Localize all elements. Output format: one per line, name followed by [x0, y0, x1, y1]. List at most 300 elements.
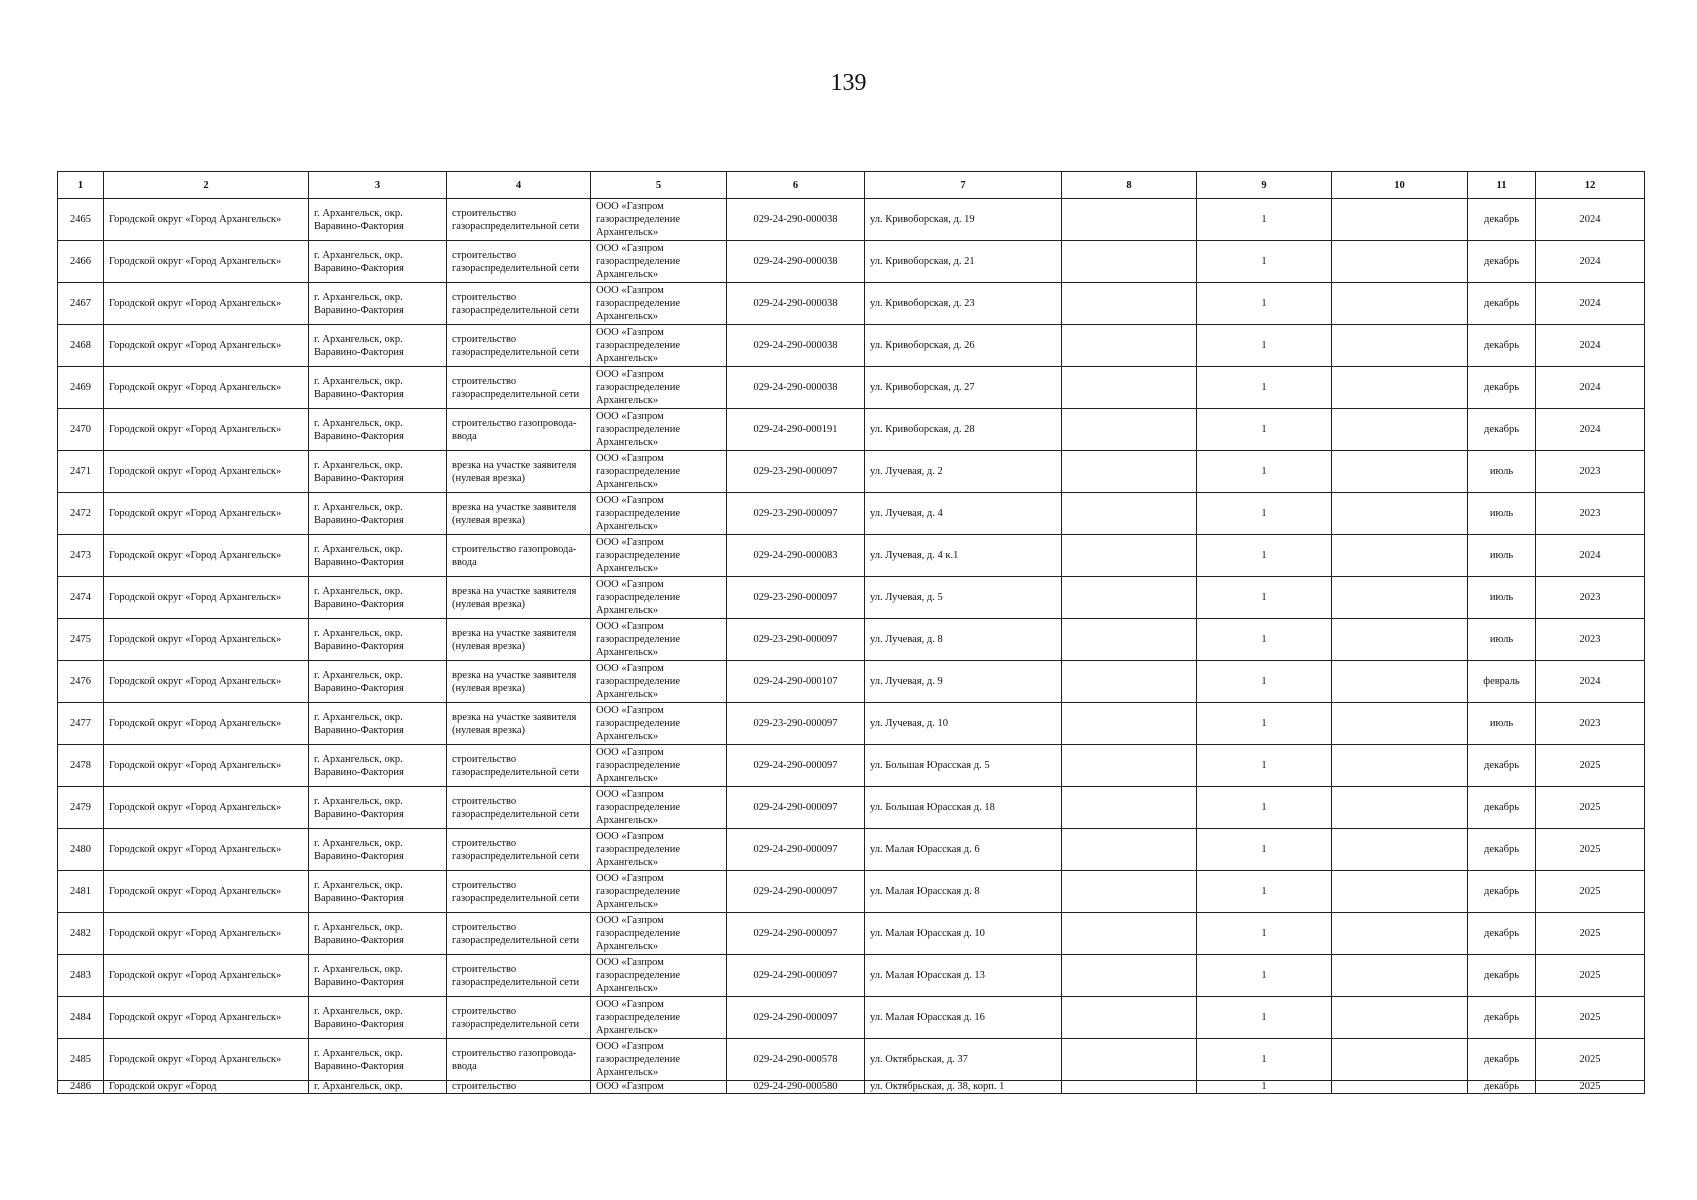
work-type-cell: строительство газораспределительной сети	[447, 955, 591, 997]
column-8-cell	[1062, 283, 1197, 325]
table-row	[58, 451, 1645, 493]
year-cell: 2025	[1536, 745, 1645, 787]
locality-cell: г. Архангельск, окр. Варавино-Фактория	[309, 871, 447, 913]
code-cell: 029-23-290-000097	[727, 451, 865, 493]
month-cell: декабрь	[1468, 871, 1536, 913]
address-cell: ул. Лучевая, д. 2	[865, 451, 1062, 493]
column-10-cell	[1332, 1039, 1468, 1081]
column-10-cell	[1332, 409, 1468, 451]
row-number-cell: 2469	[58, 367, 104, 409]
year-cell: 2023	[1536, 493, 1645, 535]
column-10-cell	[1332, 871, 1468, 913]
column-10-cell	[1332, 451, 1468, 493]
row-number-cell: 2467	[58, 283, 104, 325]
year-cell: 2025	[1536, 787, 1645, 829]
address-cell: ул. Большая Юрасская д. 18	[865, 787, 1062, 829]
work-type-cell: врезка на участке заявителя (нулевая врезка)	[447, 661, 591, 703]
count-cell: 1	[1197, 493, 1332, 535]
organization-cell-text: ООО «Газпром	[596, 1081, 664, 1092]
month-cell: февраль	[1468, 661, 1536, 703]
row-number-cell: 2483	[58, 955, 104, 997]
column-header: 8	[1062, 172, 1197, 199]
count-cell: 1	[1197, 955, 1332, 997]
district-cell: Городской округ «Город Архангельск»	[104, 451, 309, 493]
count-cell: 1	[1197, 367, 1332, 409]
month-cell	[1468, 1081, 1536, 1094]
locality-cell: г. Архангельск, окр. Варавино-Фактория	[309, 745, 447, 787]
address-cell: ул. Кривоборская, д. 23	[865, 283, 1062, 325]
work-type-cell: строительство газораспределительной сети	[447, 283, 591, 325]
year-cell: 2023	[1536, 451, 1645, 493]
year-cell: 2024	[1536, 367, 1645, 409]
district-cell: Городской округ «Город Архангельск»	[104, 703, 309, 745]
district-cell	[104, 1081, 309, 1094]
count-cell: 1	[1197, 535, 1332, 577]
locality-cell: г. Архангельск, окр. Варавино-Фактория	[309, 199, 447, 241]
row-number-cell: 2485	[58, 1039, 104, 1081]
month-cell: декабрь	[1468, 409, 1536, 451]
locality-cell: г. Архангельск, окр. Варавино-Фактория	[309, 241, 447, 283]
month-cell: июль	[1468, 451, 1536, 493]
count-cell: 1	[1197, 199, 1332, 241]
district-cell: Городской округ «Город Архангельск»	[104, 199, 309, 241]
column-8-cell	[1062, 241, 1197, 283]
column-10-cell	[1332, 241, 1468, 283]
row-number-cell: 2470	[58, 409, 104, 451]
year-cell: 2025	[1536, 913, 1645, 955]
year-cell: 2024	[1536, 241, 1645, 283]
organization-cell: ООО «Газпром газораспределение Архангельск»	[591, 703, 727, 745]
column-8-cell	[1062, 577, 1197, 619]
table-row	[58, 787, 1645, 829]
column-8-cell	[1062, 535, 1197, 577]
month-cell: декабрь	[1468, 283, 1536, 325]
column-8-cell	[1062, 367, 1197, 409]
work-type-cell: строительство газораспределительной сети	[447, 913, 591, 955]
code-cell: 029-23-290-000097	[727, 619, 865, 661]
locality-cell: г. Архангельск, окр. Варавино-Фактория	[309, 955, 447, 997]
count-cell: 1	[1197, 703, 1332, 745]
count-cell-text: 1	[1261, 1081, 1267, 1092]
district-cell: Городской округ «Город Архангельск»	[104, 283, 309, 325]
count-cell: 1	[1197, 997, 1332, 1039]
year-cell: 2023	[1536, 619, 1645, 661]
organization-cell: ООО «Газпром газораспределение Архангельск»	[591, 745, 727, 787]
row-number-cell: 2474	[58, 577, 104, 619]
table-row	[58, 493, 1645, 535]
code-cell: 029-24-290-000097	[727, 829, 865, 871]
month-cell: декабрь	[1468, 745, 1536, 787]
column-10-cell	[1332, 745, 1468, 787]
address-cell: ул. Кривоборская, д. 19	[865, 199, 1062, 241]
address-cell: ул. Кривоборская, д. 27	[865, 367, 1062, 409]
organization-cell: ООО «Газпром газораспределение Архангельск»	[591, 787, 727, 829]
table-row	[58, 367, 1645, 409]
column-10-cell	[1332, 829, 1468, 871]
organization-cell: ООО «Газпром газораспределение Архангельск»	[591, 409, 727, 451]
address-cell: ул. Кривоборская, д. 28	[865, 409, 1062, 451]
page-number: 139	[830, 70, 867, 96]
address-cell: ул. Малая Юрасская д. 8	[865, 871, 1062, 913]
locality-cell: г. Архангельск, окр. Варавино-Фактория	[309, 829, 447, 871]
code-cell: 029-23-290-000097	[727, 577, 865, 619]
code-cell	[727, 1081, 865, 1094]
column-8-cell	[1062, 451, 1197, 493]
year-cell: 2024	[1536, 325, 1645, 367]
month-cell: июль	[1468, 703, 1536, 745]
locality-cell: г. Архангельск, окр. Варавино-Фактория	[309, 703, 447, 745]
address-cell: ул. Кривоборская, д. 26	[865, 325, 1062, 367]
organization-cell: ООО «Газпром газораспределение Архангельск»	[591, 367, 727, 409]
month-cell: июль	[1468, 535, 1536, 577]
organization-cell: ООО «Газпром газораспределение Архангельск»	[591, 577, 727, 619]
table-row	[58, 703, 1645, 745]
table-row	[58, 577, 1645, 619]
work-type-cell-text: строительство	[452, 1081, 517, 1092]
organization-cell: ООО «Газпром газораспределение Архангельск»	[591, 451, 727, 493]
locality-cell: г. Архангельск, окр. Варавино-Фактория	[309, 661, 447, 703]
table-row	[58, 871, 1645, 913]
district-cell: Городской округ «Город Архангельск»	[104, 787, 309, 829]
row-number-cell: 2471	[58, 451, 104, 493]
column-8-cell	[1062, 619, 1197, 661]
column-header: 10	[1332, 172, 1468, 199]
year-cell: 2023	[1536, 577, 1645, 619]
year-cell: 2024	[1536, 661, 1645, 703]
column-10-cell	[1332, 325, 1468, 367]
row-number-cell: 2482	[58, 913, 104, 955]
address-cell	[865, 1081, 1062, 1094]
year-cell: 2025	[1536, 955, 1645, 997]
address-cell: ул. Малая Юрасская д. 10	[865, 913, 1062, 955]
row-number-cell: 2466	[58, 241, 104, 283]
district-cell: Городской округ «Город Архангельск»	[104, 955, 309, 997]
work-type-cell: строительство газопровода-ввода	[447, 535, 591, 577]
locality-cell: г. Архангельск, окр. Варавино-Фактория	[309, 451, 447, 493]
month-cell: декабрь	[1468, 241, 1536, 283]
column-8-cell-text	[1067, 1081, 1191, 1093]
table-row	[58, 199, 1645, 241]
count-cell	[1197, 1081, 1332, 1094]
work-type-cell: строительство газораспределительной сети	[447, 745, 591, 787]
table-row-partial	[58, 1081, 1645, 1094]
column-header: 5	[591, 172, 727, 199]
gasification-table	[57, 171, 1645, 1094]
row-number-cell: 2476	[58, 661, 104, 703]
row-number-cell: 2484	[58, 997, 104, 1039]
district-cell: Городской округ «Город Архангельск»	[104, 829, 309, 871]
locality-cell	[309, 1081, 447, 1094]
month-cell: июль	[1468, 577, 1536, 619]
organization-cell: ООО «Газпром газораспределение Архангельск»	[591, 283, 727, 325]
work-type-cell: врезка на участке заявителя (нулевая врезка)	[447, 577, 591, 619]
address-cell: ул. Лучевая, д. 8	[865, 619, 1062, 661]
work-type-cell: строительство газопровода-ввода	[447, 1039, 591, 1081]
locality-cell: г. Архангельск, окр. Варавино-Фактория	[309, 493, 447, 535]
column-8-cell	[1062, 787, 1197, 829]
row-number-cell: 2481	[58, 871, 104, 913]
work-type-cell: строительство газопровода-ввода	[447, 409, 591, 451]
organization-cell: ООО «Газпром газораспределение Архангельск»	[591, 829, 727, 871]
count-cell: 1	[1197, 745, 1332, 787]
row-number-cell: 2479	[58, 787, 104, 829]
row-number-cell: 2473	[58, 535, 104, 577]
column-header: 9	[1197, 172, 1332, 199]
code-cell: 029-24-290-000097	[727, 745, 865, 787]
work-type-cell	[447, 1081, 591, 1094]
year-cell: 2025	[1536, 829, 1645, 871]
column-10-cell	[1332, 703, 1468, 745]
address-cell: ул. Октябрьская, д. 37	[865, 1039, 1062, 1081]
month-cell-text: декабрь	[1484, 1081, 1519, 1092]
work-type-cell: строительство газораспределительной сети	[447, 367, 591, 409]
table-row	[58, 829, 1645, 871]
district-cell: Городской округ «Город Архангельск»	[104, 1039, 309, 1081]
locality-cell-text: г. Архангельск, окр.	[314, 1081, 403, 1092]
locality-cell: г. Архангельск, окр. Варавино-Фактория	[309, 619, 447, 661]
column-8-cell	[1062, 1081, 1197, 1094]
organization-cell: ООО «Газпром газораспределение Архангельск»	[591, 325, 727, 367]
organization-cell: ООО «Газпром газораспределение Архангельск»	[591, 241, 727, 283]
year-cell: 2025	[1536, 871, 1645, 913]
organization-cell: ООО «Газпром газораспределение Архангельск»	[591, 913, 727, 955]
district-cell-text: Городской округ «Город	[109, 1081, 217, 1092]
locality-cell: г. Архангельск, окр. Варавино-Фактория	[309, 325, 447, 367]
address-cell: ул. Кривоборская, д. 21	[865, 241, 1062, 283]
address-cell: ул. Лучевая, д. 4	[865, 493, 1062, 535]
organization-cell: ООО «Газпром газораспределение Архангельск»	[591, 997, 727, 1039]
address-cell: ул. Лучевая, д. 4 к.1	[865, 535, 1062, 577]
organization-cell: ООО «Газпром газораспределение Архангельск»	[591, 1039, 727, 1081]
month-cell: декабрь	[1468, 367, 1536, 409]
work-type-cell: строительство газораспределительной сети	[447, 787, 591, 829]
row-number-cell: 2472	[58, 493, 104, 535]
row-number-cell	[58, 1081, 104, 1094]
month-cell: декабрь	[1468, 997, 1536, 1039]
district-cell: Городской округ «Город Архангельск»	[104, 997, 309, 1039]
column-8-cell	[1062, 703, 1197, 745]
row-number-cell: 2468	[58, 325, 104, 367]
code-cell: 029-23-290-000097	[727, 493, 865, 535]
organization-cell: ООО «Газпром газораспределение Архангельск»	[591, 199, 727, 241]
work-type-cell: строительство газораспределительной сети	[447, 997, 591, 1039]
table-row	[58, 997, 1645, 1039]
year-cell: 2025	[1536, 1039, 1645, 1081]
table-row	[58, 661, 1645, 703]
column-header: 4	[447, 172, 591, 199]
count-cell: 1	[1197, 1039, 1332, 1081]
address-cell: ул. Лучевая, д. 5	[865, 577, 1062, 619]
month-cell: декабрь	[1468, 829, 1536, 871]
district-cell: Городской округ «Город Архангельск»	[104, 325, 309, 367]
year-cell: 2024	[1536, 409, 1645, 451]
work-type-cell: строительство газораспределительной сети	[447, 325, 591, 367]
organization-cell	[591, 1081, 727, 1094]
code-cell: 029-24-290-000083	[727, 535, 865, 577]
code-cell: 029-24-290-000038	[727, 283, 865, 325]
work-type-cell: врезка на участке заявителя (нулевая врезка)	[447, 451, 591, 493]
work-type-cell: строительство газораспределительной сети	[447, 199, 591, 241]
column-8-cell	[1062, 1039, 1197, 1081]
code-cell: 029-24-290-000038	[727, 199, 865, 241]
column-header: 11	[1468, 172, 1536, 199]
count-cell: 1	[1197, 577, 1332, 619]
code-cell: 029-24-290-000097	[727, 955, 865, 997]
table-row	[58, 241, 1645, 283]
column-10-cell	[1332, 997, 1468, 1039]
month-cell: декабрь	[1468, 199, 1536, 241]
table-row	[58, 325, 1645, 367]
row-number-cell: 2478	[58, 745, 104, 787]
count-cell: 1	[1197, 283, 1332, 325]
year-cell: 2025	[1536, 997, 1645, 1039]
locality-cell: г. Архангельск, окр. Варавино-Фактория	[309, 913, 447, 955]
column-header: 1	[58, 172, 104, 199]
code-cell-text: 029-24-290-000580	[753, 1081, 838, 1092]
column-header: 7	[865, 172, 1062, 199]
locality-cell: г. Архангельск, окр. Варавино-Фактория	[309, 787, 447, 829]
count-cell: 1	[1197, 913, 1332, 955]
locality-cell: г. Архангельск, окр. Варавино-Фактория	[309, 535, 447, 577]
locality-cell: г. Архангельск, окр. Варавино-Фактория	[309, 367, 447, 409]
work-type-cell: врезка на участке заявителя (нулевая врезка)	[447, 703, 591, 745]
month-cell: декабрь	[1468, 325, 1536, 367]
month-cell: декабрь	[1468, 913, 1536, 955]
year-cell-text: 2025	[1579, 1081, 1601, 1092]
column-8-cell	[1062, 493, 1197, 535]
column-10-cell-text	[1337, 1081, 1462, 1093]
code-cell: 029-24-290-000191	[727, 409, 865, 451]
column-8-cell	[1062, 829, 1197, 871]
month-cell: июль	[1468, 619, 1536, 661]
address-cell-text: ул. Октябрьская, д. 38, корп. 1	[870, 1081, 1005, 1092]
district-cell: Городской округ «Город Архангельск»	[104, 577, 309, 619]
row-number-cell: 2465	[58, 199, 104, 241]
code-cell: 029-24-290-000097	[727, 997, 865, 1039]
organization-cell: ООО «Газпром газораспределение Архангельск»	[591, 661, 727, 703]
column-10-cell	[1332, 493, 1468, 535]
column-10-cell	[1332, 661, 1468, 703]
column-10-cell	[1332, 367, 1468, 409]
column-header: 12	[1536, 172, 1645, 199]
work-type-cell: строительство газораспределительной сети	[447, 871, 591, 913]
address-cell: ул. Малая Юрасская д. 6	[865, 829, 1062, 871]
month-cell: декабрь	[1468, 955, 1536, 997]
table-row	[58, 745, 1645, 787]
code-cell: 029-24-290-000038	[727, 241, 865, 283]
code-cell: 029-23-290-000097	[727, 703, 865, 745]
code-cell: 029-24-290-000038	[727, 325, 865, 367]
month-cell: июль	[1468, 493, 1536, 535]
column-header: 6	[727, 172, 865, 199]
code-cell: 029-24-290-000097	[727, 871, 865, 913]
table-row	[58, 619, 1645, 661]
district-cell: Городской округ «Город Архангельск»	[104, 409, 309, 451]
count-cell: 1	[1197, 661, 1332, 703]
month-cell: декабрь	[1468, 1039, 1536, 1081]
column-10-cell	[1332, 913, 1468, 955]
organization-cell: ООО «Газпром газораспределение Архангельск»	[591, 871, 727, 913]
column-8-cell	[1062, 325, 1197, 367]
work-type-cell: врезка на участке заявителя (нулевая врезка)	[447, 619, 591, 661]
address-cell: ул. Малая Юрасская д. 16	[865, 997, 1062, 1039]
code-cell: 029-24-290-000038	[727, 367, 865, 409]
code-cell: 029-24-290-000578	[727, 1039, 865, 1081]
count-cell: 1	[1197, 871, 1332, 913]
locality-cell: г. Архангельск, окр. Варавино-Фактория	[309, 1039, 447, 1081]
address-cell: ул. Большая Юрасская д. 5	[865, 745, 1062, 787]
table-row	[58, 955, 1645, 997]
year-cell: 2024	[1536, 535, 1645, 577]
year-cell: 2024	[1536, 199, 1645, 241]
organization-cell: ООО «Газпром газораспределение Архангельск»	[591, 955, 727, 997]
row-number-cell: 2480	[58, 829, 104, 871]
row-number-cell: 2475	[58, 619, 104, 661]
row-number-cell: 2477	[58, 703, 104, 745]
organization-cell: ООО «Газпром газораспределение Архангельск»	[591, 493, 727, 535]
district-cell: Городской округ «Город Архангельск»	[104, 913, 309, 955]
code-cell: 029-24-290-000107	[727, 661, 865, 703]
table-row	[58, 1039, 1645, 1081]
column-8-cell	[1062, 955, 1197, 997]
count-cell: 1	[1197, 325, 1332, 367]
table-header-row	[58, 172, 1645, 199]
district-cell: Городской округ «Город Архангельск»	[104, 619, 309, 661]
count-cell: 1	[1197, 409, 1332, 451]
district-cell: Городской округ «Город Архангельск»	[104, 535, 309, 577]
count-cell: 1	[1197, 451, 1332, 493]
column-8-cell	[1062, 199, 1197, 241]
locality-cell: г. Архангельск, окр. Варавино-Фактория	[309, 409, 447, 451]
district-cell: Городской округ «Город Архангельск»	[104, 241, 309, 283]
district-cell: Городской округ «Город Архангельск»	[104, 367, 309, 409]
district-cell: Городской округ «Город Архангельск»	[104, 661, 309, 703]
year-cell: 2023	[1536, 703, 1645, 745]
count-cell: 1	[1197, 241, 1332, 283]
column-header: 3	[309, 172, 447, 199]
locality-cell: г. Архангельск, окр. Варавино-Фактория	[309, 283, 447, 325]
year-cell	[1536, 1081, 1645, 1094]
code-cell: 029-24-290-000097	[727, 787, 865, 829]
work-type-cell: строительство газораспределительной сети	[447, 829, 591, 871]
column-header: 2	[104, 172, 309, 199]
address-cell: ул. Малая Юрасская д. 13	[865, 955, 1062, 997]
column-10-cell	[1332, 787, 1468, 829]
column-10-cell	[1332, 283, 1468, 325]
column-10-cell	[1332, 1081, 1468, 1094]
column-10-cell	[1332, 577, 1468, 619]
column-8-cell	[1062, 913, 1197, 955]
column-10-cell	[1332, 199, 1468, 241]
address-cell: ул. Лучевая, д. 9	[865, 661, 1062, 703]
column-8-cell	[1062, 871, 1197, 913]
table-row	[58, 283, 1645, 325]
column-10-cell	[1332, 535, 1468, 577]
count-cell: 1	[1197, 787, 1332, 829]
column-8-cell	[1062, 745, 1197, 787]
month-cell: декабрь	[1468, 787, 1536, 829]
table-row	[58, 913, 1645, 955]
column-8-cell	[1062, 997, 1197, 1039]
organization-cell: ООО «Газпром газораспределение Архангельск»	[591, 619, 727, 661]
count-cell: 1	[1197, 619, 1332, 661]
count-cell: 1	[1197, 829, 1332, 871]
table-row	[58, 535, 1645, 577]
locality-cell: г. Архангельск, окр. Варавино-Фактория	[309, 997, 447, 1039]
column-8-cell	[1062, 409, 1197, 451]
district-cell: Городской округ «Город Архангельск»	[104, 871, 309, 913]
row-number-cell-text: 2486	[70, 1081, 91, 1092]
